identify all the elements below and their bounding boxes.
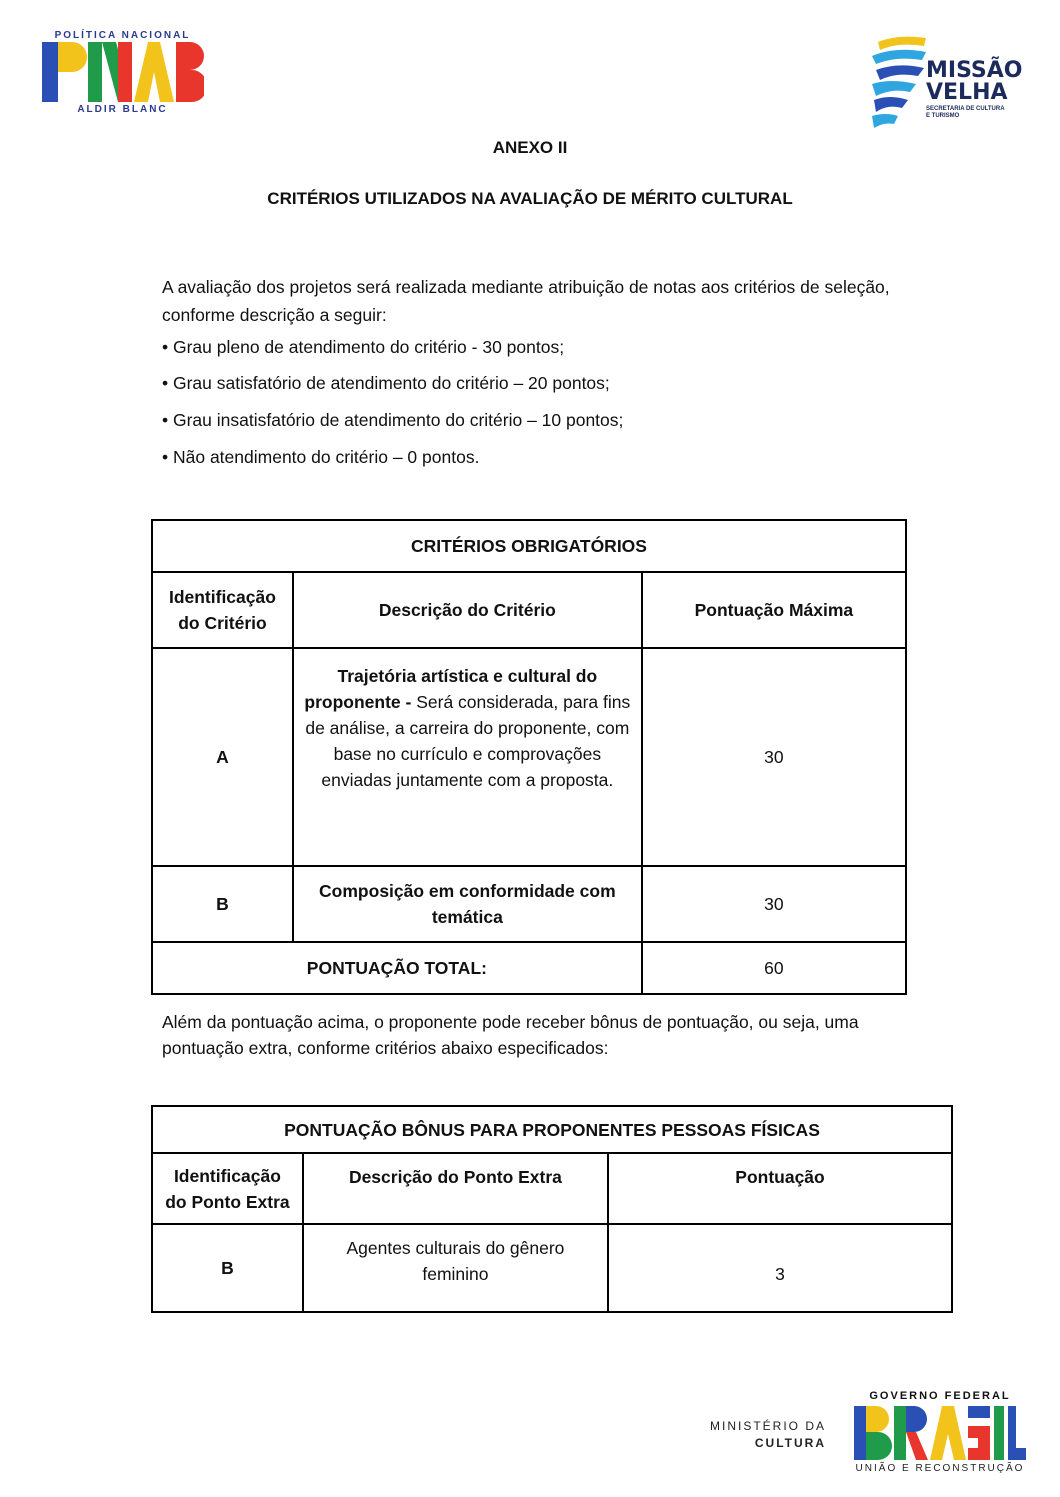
- table-title-row: [152, 1106, 952, 1153]
- criterion-score: 30: [642, 866, 906, 942]
- criterion-id: B: [152, 866, 293, 942]
- bullet-item: • Grau satisfatório de atendimento do critério – 20 pontos;: [162, 373, 610, 393]
- bonus-description: Agentes culturais do gênero feminino: [303, 1224, 608, 1312]
- gov-bottom-text: UNIÃO E RECONSTRUÇÃO: [855, 1463, 1025, 1474]
- pnab-logo-top-text: POLÍTICA NACIONAL: [54, 30, 191, 41]
- table-row: [152, 1224, 952, 1312]
- table-total-row: [152, 942, 906, 994]
- total-label: PONTUAÇÃO TOTAL:: [152, 942, 642, 994]
- ministerio-cultura-logo: [700, 1418, 826, 1452]
- governo-federal-logo: [852, 1390, 1032, 1480]
- gov-top-text: GOVERNO FEDERAL: [869, 1390, 1011, 1402]
- criterion-description: [293, 648, 642, 866]
- total-value: 60: [642, 942, 906, 994]
- table-row: [152, 648, 906, 866]
- missao-velha-line1: MISSÃO: [926, 58, 1023, 83]
- bullet-item: • Grau insatisfatório de atendimento do critério – 10 pontos;: [162, 410, 624, 430]
- criteria-table-title: CRITÉRIOS OBRIGATÓRIOS: [152, 520, 906, 572]
- bonus-table: [151, 1105, 953, 1313]
- pnab-logo: [40, 30, 205, 116]
- missao-velha-line2: VELHA: [926, 80, 1008, 105]
- header-descricao: Descrição do Critério: [293, 572, 642, 648]
- bonus-score: 3: [608, 1224, 952, 1312]
- pnab-logo-wordmark: [42, 42, 204, 102]
- table-row: [152, 866, 906, 942]
- annex-title: ANEXO II: [492, 138, 568, 157]
- criteria-table: [151, 519, 907, 995]
- bonus-intro-paragraph: Além da pontuação acima, o proponente pode receber bônus de pontuação, ou seja, uma pontuação extra, conforme critérios abaixo especificados:: [162, 1012, 859, 1058]
- criterion-description: Composição em conformidade com temática: [293, 866, 642, 942]
- table-header-row: [152, 572, 906, 648]
- missao-velha-wave-icon: [868, 34, 928, 138]
- criterion-description-text: Será considerada, para fins de análise, a carreira do proponente, com base no currículo e comprovações enviadas juntamente com a proposta.: [305, 692, 631, 790]
- pnab-logo-bottom-text: ALDIR BLANC: [77, 104, 168, 115]
- ministerio-line2: CULTURA: [754, 1436, 826, 1450]
- missao-velha-secretaria: SECRETARIA DE CULTURA E TURISMO: [926, 106, 1005, 119]
- ministerio-line1: MINISTÉRIO DA: [709, 1419, 826, 1433]
- header-identificacao: Identificação do Critério: [152, 572, 293, 648]
- header-pontuacao-extra: Pontuação: [608, 1153, 952, 1224]
- header-identificacao-extra: Identificação do Ponto Extra: [152, 1153, 303, 1224]
- bullet-item: • Grau pleno de atendimento do critério - 30 pontos;: [162, 337, 565, 357]
- header-pontuacao: Pontuação Máxima: [642, 572, 906, 648]
- missao-velha-logo: [866, 30, 1026, 140]
- bonus-table-title: PONTUAÇÃO BÔNUS PARA PROPONENTES PESSOAS FÍSICAS: [152, 1106, 952, 1153]
- header-descricao-extra: Descrição do Ponto Extra: [303, 1153, 608, 1224]
- intro-paragraph: A avaliação dos projetos será realizada mediante atribuição de notas aos critérios de seleção, conforme descrição a seguir:: [162, 277, 890, 325]
- bonus-id: B: [152, 1224, 303, 1312]
- brasil-wordmark: [854, 1406, 1026, 1460]
- criterion-description-bold: Trajetória artística e cultural do proponente -: [304, 666, 598, 712]
- criterion-score: 30: [642, 648, 906, 866]
- bullet-item: • Não atendimento do critério – 0 pontos.: [162, 447, 480, 467]
- criterion-id: A: [152, 648, 293, 866]
- table-title-row: [152, 520, 906, 572]
- document-subtitle: CRITÉRIOS UTILIZADOS NA AVALIAÇÃO DE MÉRITO CULTURAL: [267, 189, 793, 208]
- table-header-row: [152, 1153, 952, 1224]
